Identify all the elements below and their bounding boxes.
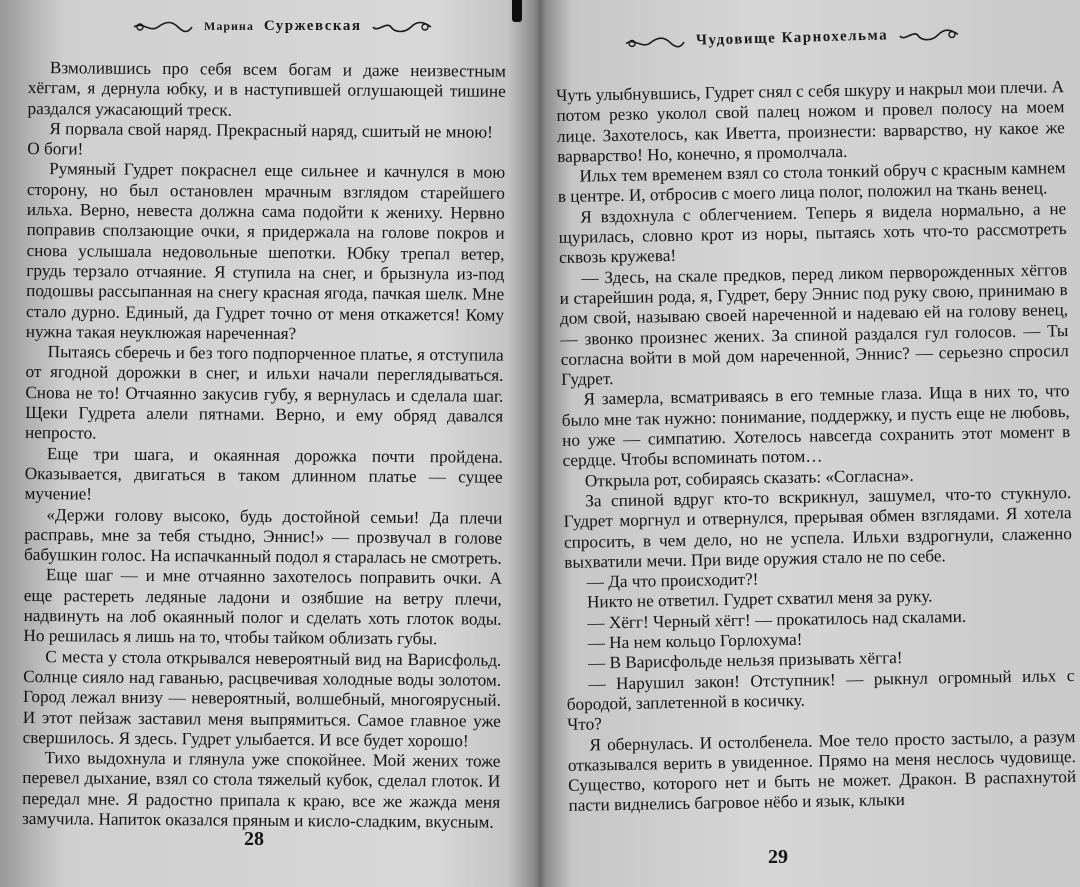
paragraph: Открыла рот, собираясь сказать: «Согласна». (584, 465, 914, 491)
paragraph: Я вздохнула с облегчением. Теперь я видела нормально, а не щурилась, словно крот из норы, пытаясь хоть что-то рассмотреть сквозь кружева! (558, 198, 1067, 268)
paragraph: Я порвала свой наряд. Прекрасный наряд, сшитый не мною! (49, 119, 493, 142)
paragraph: «Держи голову высоко, будь достойной семьи! Да плечи расправь, мне за тебя стыдно, Эннис!» — прозвучал в голове бабушкин голос. На испачканный подол я старалась не смотреть. (24, 504, 503, 568)
flourish-ornament-icon (624, 33, 686, 51)
paragraph: Чуть улыбнувшись, Гудрет снял с себя шкуру и накрыл мои плечи. А потом резко уколол свой палец ножом и провел полосу на моем лице. Захотелось, как Иветта, произнести: варварство, ну какое же варварство! Но, конечно, я промолчала. (556, 77, 1065, 166)
paragraph: — Хёгг! Черный хёгг! — прокатилось над скалами. (587, 606, 967, 633)
book-title: Чудовище Карнохельма (695, 27, 889, 49)
flourish-ornament-icon (132, 19, 194, 35)
right-body-text (556, 77, 1077, 816)
left-body-text (22, 58, 506, 833)
left-running-head (132, 18, 433, 35)
paragraph: Ильх тем временем взял со стола тонкий обруч с красным камнем в центре. И, отбросив с моего лица полог, положил на ткань венец. (557, 158, 1066, 207)
paragraph: Что? (566, 714, 602, 735)
right-running-head (624, 25, 960, 51)
paragraph: За спиной вдруг кто-то вскрикнул, зашумел, что-то стукнуло. Гудрет моргнул и отвернулся, прерывая обмен взглядами. Я хотела спросить, в чем дело, но не успела. Ильхи вздрогнули, слаженно выхватили мечи. При виде оружия стало не по себе. (563, 483, 1073, 572)
paragraph: — Да что происходит?! (586, 569, 759, 592)
paragraph: — Нарушил закон! Отступник! — рыкнул огромный ильх с бородой, заплетенной в косичку. (566, 665, 1075, 714)
paragraph: С места у стола открывался невероятный вид на Варисфольд. Солнце сияло над гаванью, расцвечивая холодные воды золотом. Город лежал внизу — невероятный, волшебный, многоярусный. И этот пейзаж заставил меня выпрямиться. Самое главное уже свершилось. Я здесь. Гудрет улыбается. И все будет хорошо! (22, 646, 502, 751)
page-number-right: 29 (768, 846, 788, 868)
paragraph: Еще шаг — и мне отчаянно захотелось поправить очки. А еще растереть ледяные ладони и озябшие на ветру плечи, надвинуть на лоб окаянный полог и сделать хоть глоток воды. Но решилась я лишь на то, чтобы тайком облизать губы. (23, 565, 503, 649)
paragraph: Я обернулась. И остолбенела. Мое тело просто застыло, а разум отказывался верить в увиденное. Прямо на меня неслось чудовище. Существо, которого нет и быть не может. Дракон. В распахнутой пасти виднелись багровое нёбо и язык, клыки (567, 726, 1077, 816)
paragraph: Никто не ответил. Гудрет схватил меня за руку. (586, 586, 933, 612)
author-last-name: Суржевская (263, 18, 362, 34)
paragraph: Взмолившись про себя всем богам и даже неизвестным хёггам, я дернула юбку, и в наступившей оглушающей тишине раздался ужасающий треск. (27, 58, 506, 120)
paragraph: Румяный Гудрет покраснел еще сильнее и качнулся в мою сторону, но был остановлен мрачным взглядом старейшего ильха. Верно, невеста должна сама подойти к жениху. Нервно поправив сползающие очки, я придержала на голове покров и снова услышала недовольные шепотки. Юбку трепал ветер, грудь терзало отчаяние. Я ступила на снег, и брызнула из-под подошвы рассыпанная на снегу красная ягода, пачкая шелк. Мне стало дурно. Единый, да Гудрет точно от меня откажется! Кому нужна такая неуклюжая нареченная? (25, 159, 506, 343)
author-first-name: Марина (204, 19, 254, 33)
page-number-left: 28 (244, 828, 264, 850)
left-page (0, 0, 530, 887)
right-page (534, 0, 1080, 887)
paragraph: — На нем кольцо Горлохума! (587, 629, 803, 653)
paragraph: — Здесь, на скале предков, перед ликом перворожденных хёггов и старейшин рода, я, Гудрет, беру Эннис под руку свою, принимаю в дом свой, называю своей нареченной и надеваю ей на голову венец, — звонко произнес жених. За спиной раздался гул голосов. — Ты согласна войти в мой дом нареченной, Эннис? — серьезно спросил Гудрет. (559, 259, 1069, 390)
paragraph: Я замерла, всматриваясь в его темные глаза. Ища в них то, что было мне так нужно: понимание, поддержку, и пусть еще не любовь, но уже — симпатию. Хотелось навсегда сохранить этот момент в сердце. Чтобы вспоминать потом… (561, 381, 1071, 471)
paragraph: Тихо выдохнула и глянула уже спокойнее. Мой жених тоже перевел дыхание, взял со стола тяжелый кубок, сделал глоток. И передал мне. Я радостно припала к краю, все же жажда меня замучила. Напиток оказался пряным и кисло-сладким, вкусным. (21, 748, 501, 832)
flourish-ornament-icon (898, 26, 960, 44)
paragraph: — В Варисфольде нельзя призывать хёгга! (587, 648, 903, 673)
paragraph: Пытаясь сберечь и без того подпорченное платье, я отступила от ягодной дорожки в снег, и ильхи начали переглядываться. Снова не то! Отчаянно закусив губу, я вернулась и сделала шаг. Щеки Гудрета алели пятнами. Верно, и ему обряд давался непросто. (24, 342, 504, 443)
paragraph: О боги! (27, 139, 84, 159)
paragraph: Еще три шага, и окаянная дорожка почти пройдена. Оказывается, двигаться в таком длинном платье — сущее мучение! (24, 443, 503, 504)
flourish-ornament-icon (371, 19, 433, 35)
